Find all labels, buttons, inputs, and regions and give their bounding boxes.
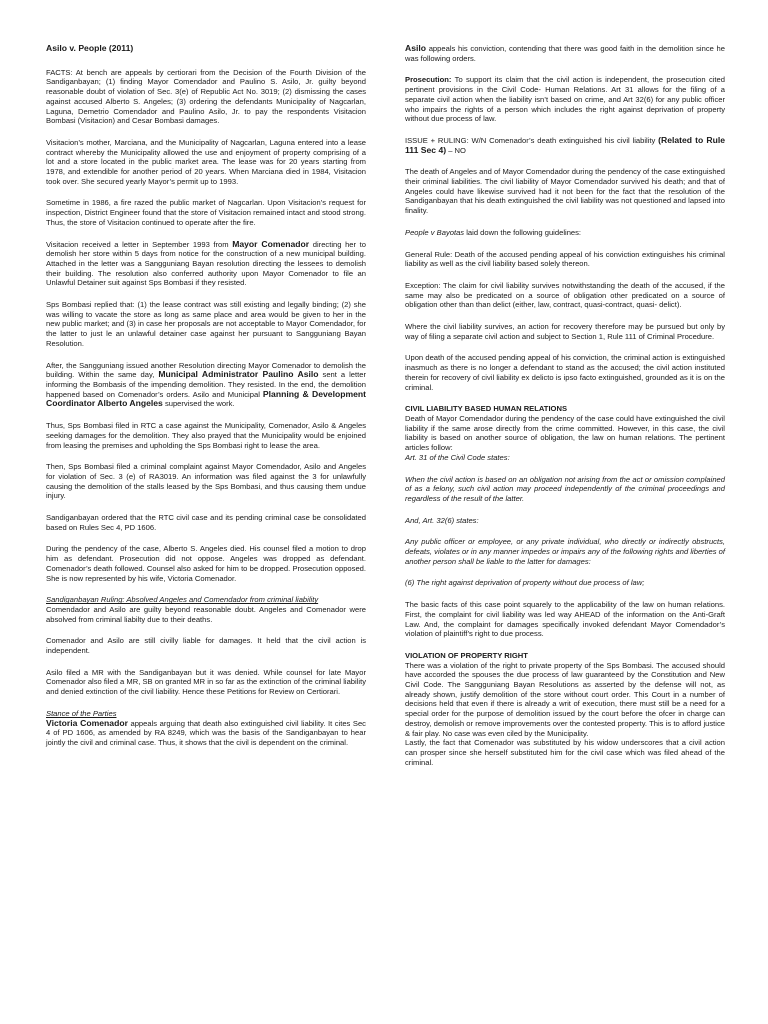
death-paragraph: The death of Angeles and of Mayor Comendador during the pendency of the case extinguished their criminal liabilities. The civil liability of Mayor Comendador survived his death; and that of Angeles could have likewise survived had it not been for the fact that the resolution of the Sandiganbayan that his death extinguished the civil liability was not questioned and lapsed into finality. [405,167,725,216]
extinction-paragraph: Upon death of the accused pending appeal of his conviction, the criminal action is extinguished inasmuch as there is no longer a defendant to stand as the accused; the civil action instituted therein for recovery of civil liability ex delicto is ipso facto extinguished, grounded as it is on the criminal. [405,353,725,392]
letter-paragraph: Visitacion received a letter in September 1993 from Mayor Comenador directing her to demolish her store within 5 days from notice for the construction of a new municipal building. Attached in the letter was a Sangguniang Bayan resolution directing the lessees to demolish their building. The resolution also conferred authority upon Mayor Comenador to file an Unlawful Detainer suit against Sps Bombasi if they resisted. [46,238,367,288]
lease-paragraph: Visitacion’s mother, Marciana, and the Municipality of Nagcarlan, Laguna entered into a lease contract whereby the Municipality allowed the use and enjoyment of property comprising of a lot and a store located in the public market area. The lease was for 20 years starting from 1978, and extendible for another period of 20 years. When Marciana died in 1984, Visitacion took over. She secured yearly Mayor’s permit up to 1993. [46,137,366,186]
human-relations-paragraph: Death of Mayor Comendador during the pendency of the case could have extinguished the civil liability if the same arose directly from the crime committed. However, in this case, the civil liability is based on another source of obligation, the law on human relations. The pertinent articles follow: [405,413,725,453]
art31-label: Art. 31 of the Civil Code states: [405,452,510,462]
exception-paragraph: Exception: The claim for civil liability survives notwithstanding the death of the accused, if the same may also be predicated on a source of obligation other predicated on a source of obligation other than than delict (either, law, contract, quasi-contract, quasi- delict). [405,280,725,310]
violation-paragraph: There was a violation of the right to private property of the Sps Bombasi. The accused should have accorded the spouses the due process of law guaranteed by the Constitution and New Civil Code. The Sangguniang Bayan Resolutions as asserted by the defense will not, as already shown, justify demolition of the store without court order. This Court in a number of decisions held that even if there is already a writ of execution, there must still be a need for a special order for the purpose of demolition issued by the court before the ofcer in charge can destroy, demolish or remove improvements over the contested property. This is to afford justice & fair play. No case was even ciled by the Municipality. [405,660,725,738]
art32-quote: Any public officer or employee, or any private individual, who directly or indirectly obstructs, defeats, violates or in any manner impedes or impairs any of the following rights and liberties of another person shall be liable to the latter for damages: [405,537,725,566]
mr-paragraph: Asilo filed a MR with the Sandiganbayan but it was denied. While counsel for late Mayor Comenador also filed a MR, SB on granted MR in so far as the extinction of the criminal liability and denied extinction of the civil liability. Hence these Petitions for Review on Certiorari. [46,667,366,697]
case-title: Asilo v. People (2011) [46,43,134,53]
asilo-name: Municipal Administrator Paulino Asilo [158,369,319,380]
rtc-paragraph: Thus, Sps Bombasi filed in RTC a case against the Municipality, Comenador, Asilo & Angeles seeking damages for the demolition. They also prayed that the Municipality would be enjoined from leasing the premises and upholding the Sps Bombasi right to lease the area. [46,421,366,450]
fire-paragraph: Sometime in 1986, a fire razed the public market of Nagcarlan. Upon Visitacion’s request for inspection, District Engineer found that the store of Visitacion remained intact and stood strong. Thus, the store of Visitacion continued to operate after the fire. [46,198,366,227]
bayotas-paragraph: People v Bayotas laid down the following guidelines: [405,227,582,237]
lastly-paragraph: Lastly, the fact that Comenador was substituted by his widow underscores that a civil action can prosper since she herself substituted him for the civil case which was filed ahead of the criminal. [405,738,725,767]
left-column [46,44,366,760]
stance-heading: Stance of the Parties [46,708,117,718]
basic-facts-paragraph: The basic facts of this case point squarely to the applicability of the law on human relations. First, the complaint for civil liability was led way AHEAD of the information on the Anti-Graft Law. And, the complaint for damages specifically invoked defendant Mayor Comendador’s violation of plaintiff’s right to due process. [405,600,725,639]
victoria-name: Victoria Comenador [46,717,128,728]
civil-liability-heading: CIVIL LIABILITY BASED HUMAN RELATIONS [405,404,568,414]
facts-paragraph: FACTS: At bench are appeals by certiorari from the Decision of the Fourth Division of the Sandiganbayan; (1) finding Mayor Comendador and Paulino S. Asilo, Jr. guilty beyond reasonable doubt of violation of Sec. 3(e) of Republic Act No. 3019; (2) dismissing the cases against accused Alberto S. Angeles; (3) ordering the defendants Municipality of Nagcarlan, Laguna, Demetrio Comendador and Paulino Asilo, Jr. to pay the respondents Visitacion Bombasi (Visitacion) and Cesar Bombasi damages. [46,67,366,126]
victoria-paragraph: Victoria Comenador appeals arguing that death also extinguished civil liability. It cites Sec 4 of PD 1606, as amended by RA 8249, which was the basis of the Sandiganbayan to hear jointly the civil and criminal case. Thus, it shows that the civil is dependent on the criminal. [46,717,366,747]
criminal-complaint-paragraph: Then, Sps Bombasi filed a criminal complaint against Mayor Comendador, Asilo and Angeles for violation of Sec. 3 (e) of RA3019. An information was filed against the 3 for unlawfully causing the demolition of the stalls leased by the Sps Bombasi, and thus causing them undue injury. [46,462,366,501]
civil-liable-paragraph: Comenador and Asilo are still civilly liable for damages. It held that the civil action is independent. [46,636,366,656]
general-rule-paragraph: General Rule: Death of the accused pending appeal of his conviction extinguishes his criminal liability as well as the civil liability based solely thereon. [405,249,725,269]
angeles-name: Planning & Development Coordinator Alberto Angeles [46,388,366,409]
reply-paragraph: Sps Bombasi replied that: (1) the lease contract was still existing and legally binding; (2) she was willing to vacate the store as long as same place and area would be given to her in the new public market; and (3) in case her proposals are not acceptable to Mayor Comendador, for the latter to just le an unlawful detainer case against her pursuant to Sangguniang Bayan Resolution. [46,300,366,348]
asilo-appeal-paragraph: Asilo appeals his conviction, contending that there was good faith in the demolition since he was following orders. [405,43,725,63]
consolidation-paragraph: Sandiganbayan ordered that the RTC civil case and its pending criminal case be consolidated based on Rules Sec 4, PD 1606. [46,513,366,532]
demolition-paragraph: After, the Sangguniang issued another Resolution directing Mayor Comenador to demolish the building. Within the same day, Municipal Administrator Paulino Asilo sent a letter informing the Bombasis of the impending demolition. They resisted. In the end, the demolition happened based on Comenador’s orders. Asilo and Municipal Planning & Development Coordinator Alberto Angeles supervised the work. [46,360,366,409]
prosecution-paragraph: Prosecution: To support its claim that the civil action is independent, the prosecution cited pertinent provisions in the Civil Code- Human Relations. Art 31 allows for the filing of a separate civil action when the liability isn’t based on crime, and Art 32(6) for any public officer who impairs the rights of a person which includes the right against deprivation of property without due process of law. [405,75,725,124]
violation-heading: VIOLATION OF PROPERTY RIGHT [405,650,528,660]
right-column [405,44,725,779]
art31-quote: When the civil action is based on an obligation not arising from the act or omission complained of as a felony, such civil action may proceed independently of the criminal proceedings and regardless of the result of the latter. [405,474,725,503]
issue-ruling-heading: ISSUE + RULING: W/N Comenador’s death extinguished his civil liability (Related to Rule 111 Sec 4) – NO [405,134,725,155]
art32-label: And, Art. 32(6) states: [405,515,479,525]
pendency-paragraph: During the pendency of the case, Alberto S. Angeles died. His counsel filed a motion to drop him as defendant. Prosecution did not oppose. Angeles was dropped as defendant. Comenador’s death followed. Counsel also asked for him to be dropped. Prosecution opposed. She is now represented by his wife, Victoria Comenador. [46,544,366,583]
mayor-name: Mayor Comenador [232,238,310,249]
survival-paragraph: Where the civil liability survives, an action for recovery therefore may be pursued but only by way of filing a separate civil action and subject to Section 1, Rule 111 of Criminal Procedure. [405,322,725,341]
ruling-paragraph: Comendador and Asilo are guilty beyond reasonable doubt. Angeles and Comenador were absolved from criminal liabilty due to their deaths. [46,604,366,624]
ruling-heading: Sandiganbayan Ruling: Absolved Angeles and Comendador from criminal liability [46,595,319,605]
art32-item-6: (6) The right against deprivation of property without due process of law; [405,578,645,588]
